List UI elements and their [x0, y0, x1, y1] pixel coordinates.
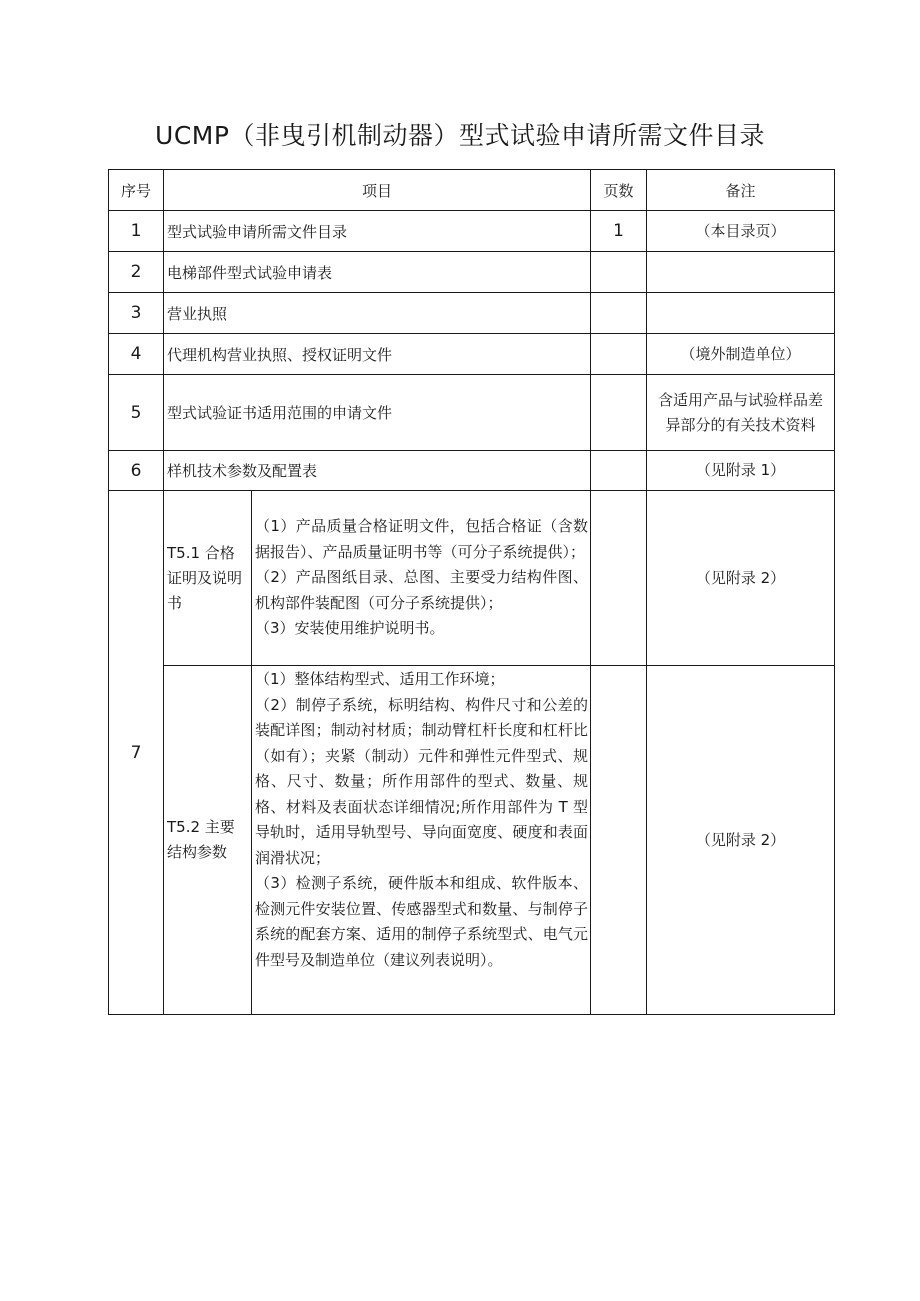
header-note: 备注 — [647, 170, 835, 211]
table-row — [109, 334, 835, 375]
table-row — [109, 252, 835, 293]
table-header-row — [109, 170, 835, 211]
row-note — [647, 293, 835, 334]
header-pages: 页数 — [591, 170, 647, 211]
t51-detail-item: （3）安装使用维护说明书。 — [255, 619, 445, 638]
row-note — [647, 252, 835, 293]
document-list-table — [108, 169, 835, 1015]
document-title: UCMP（非曳引机制动器）型式试验申请所需文件目录 — [155, 121, 765, 150]
row-item: 营业执照 — [164, 293, 591, 334]
table-row-t51 — [109, 491, 835, 666]
row-note: （境外制造单位） — [647, 334, 835, 375]
t52-label: T5.2 主要结构参数 — [164, 666, 252, 1015]
table-row-t52 — [109, 666, 835, 1015]
t51-label: T5.1 合格证明及说明书 — [164, 491, 252, 666]
t52-detail-item: （3）检测子系统，硬件版本和组成、软件版本、检测元件安装位置、传感器型式和数量、与制停子系统的配套方案、适用的制停子系统型式、电气元件型号及制造单位（建议列表说明）。 — [255, 874, 589, 969]
row-pages — [591, 252, 647, 293]
row-item: 型式试验证书适用范围的申请文件 — [164, 375, 591, 451]
row-no: 7 — [109, 491, 164, 1015]
row-item: 电梯部件型式试验申请表 — [164, 252, 591, 293]
row-pages — [591, 375, 647, 451]
table-row — [109, 375, 835, 451]
row-no: 2 — [109, 252, 164, 293]
t52-detail-item: （1）整体结构型式、适用工作环境； — [255, 670, 505, 688]
table-row — [109, 293, 835, 334]
header-no: 序号 — [109, 170, 164, 211]
row-note: （见附录 1） — [647, 451, 835, 491]
row-pages: 1 — [591, 211, 647, 252]
row-pages — [591, 451, 647, 491]
row-item: 样机技术参数及配置表 — [164, 451, 591, 491]
row-no: 3 — [109, 293, 164, 334]
t51-pages — [591, 491, 647, 666]
t51-detail-item: （2）产品图纸目录、总图、主要受力结构件图、机构部件装配图（可分子系统提供）； — [255, 568, 589, 612]
header-item: 项目 — [164, 170, 591, 211]
row-pages — [591, 334, 647, 375]
row-item: 代理机构营业执照、授权证明文件 — [164, 334, 591, 375]
t51-note: （见附录 2） — [647, 491, 835, 666]
row-no: 1 — [109, 211, 164, 252]
row-no: 4 — [109, 334, 164, 375]
t52-pages — [591, 666, 647, 1015]
row-note: （本目录页） — [647, 211, 835, 252]
t51-details — [252, 491, 591, 666]
t51-detail-item: （1）产品质量合格证明文件，包括合格证（含数据报告）、产品质量证明书等（可分子系统提供）； — [255, 517, 589, 561]
row-no: 5 — [109, 375, 164, 451]
table-row — [109, 211, 835, 252]
row-no: 6 — [109, 451, 164, 491]
table-row — [109, 451, 835, 491]
row-note: 含适用产品与试验样品差异部分的有关技术资料 — [647, 375, 835, 451]
row-pages — [591, 293, 647, 334]
t52-detail-item: （2）制停子系统，标明结构、构件尺寸和公差的装配详图；制动衬材质；制动臂杠杆长度和杠杆比（如有）；夹紧（制动）元件和弹性元件型式、规格、尺寸、数量；所作用部件的型式、数量、规格、材料及表面状态详细情况;所作用部件为 T 型导轨时，适用导轨型号、导向面宽度、硬度和表面润滑状况； — [255, 695, 589, 867]
row-item: 型式试验申请所需文件目录 — [164, 211, 591, 252]
t52-note: （见附录 2） — [647, 666, 835, 1015]
t52-details — [252, 666, 591, 1015]
